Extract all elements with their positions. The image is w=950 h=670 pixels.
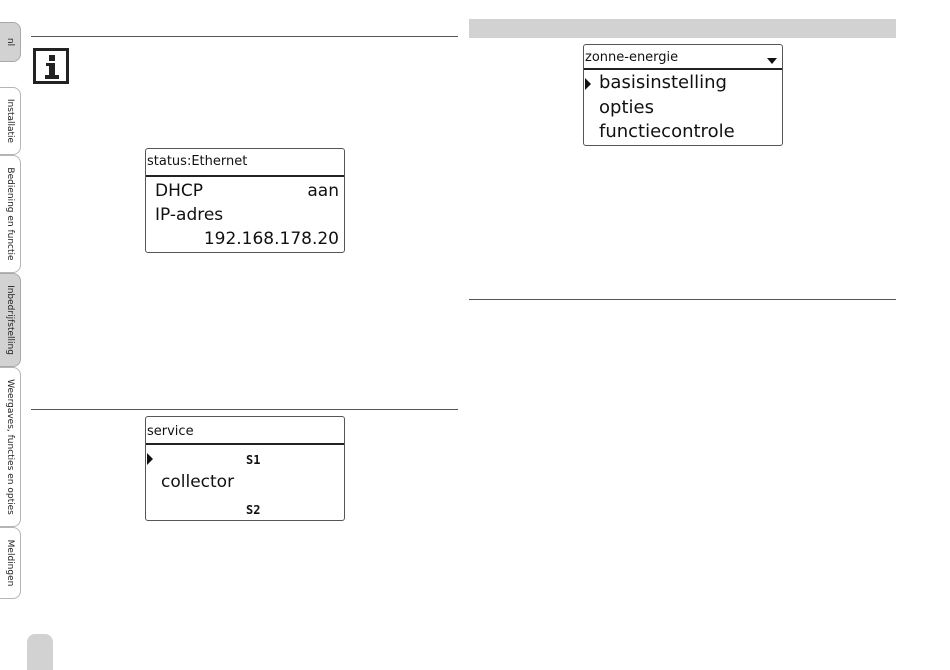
side-tab-meldingen[interactable] xyxy=(0,527,21,599)
section-rule-left xyxy=(31,409,458,410)
side-tab-inbedrijfstelling[interactable] xyxy=(0,273,21,367)
ip-value: 192.168.178.20 xyxy=(203,229,339,249)
chevron-down-icon[interactable] xyxy=(767,58,777,64)
cursor-arrow-icon xyxy=(147,453,153,465)
service-row-s2[interactable]: S2 xyxy=(246,503,261,517)
menu-item-basisinstelling[interactable]: basisinstelling xyxy=(599,72,727,93)
menu-item-opties[interactable]: opties xyxy=(599,97,654,118)
dhcp-value: aan xyxy=(307,181,339,201)
lcd-title: status:Ethernet xyxy=(146,149,344,177)
side-tab-label: Weergaves, functies en opties xyxy=(5,379,15,515)
side-tab-label: Installatie xyxy=(5,98,15,144)
side-tab-label: Meldingen xyxy=(5,539,15,587)
top-rule-left xyxy=(31,36,458,37)
side-tab-label: Bediening en functie xyxy=(5,167,15,261)
section-rule-right xyxy=(469,299,896,300)
side-tab-nl[interactable] xyxy=(0,22,21,62)
info-icon xyxy=(33,48,69,84)
menu-item-functiecontrole[interactable]: functiecontrole xyxy=(599,121,735,142)
side-tab-installatie[interactable] xyxy=(0,87,21,155)
lcd-solar-menu-screen xyxy=(583,44,783,146)
lcd-title: service xyxy=(146,417,344,445)
lcd-ethernet-screen xyxy=(145,148,345,253)
service-row-s1[interactable]: S1 xyxy=(246,453,261,467)
dhcp-label: DHCP xyxy=(155,181,203,201)
side-tab-weergaves[interactable] xyxy=(0,367,21,527)
side-tab-label: Inbedrijfstelling xyxy=(5,285,15,355)
section-header-bar xyxy=(469,19,896,38)
ip-label: IP-adres xyxy=(155,205,224,225)
lcd-service-screen xyxy=(145,416,345,521)
side-tab-label: nl xyxy=(5,37,15,47)
lcd-title: zonne-energie xyxy=(584,45,782,70)
service-row-collector[interactable]: collector xyxy=(161,472,235,492)
side-tab-bediening[interactable] xyxy=(0,155,21,273)
page-number-marker xyxy=(27,634,53,670)
cursor-arrow-icon xyxy=(585,78,591,90)
